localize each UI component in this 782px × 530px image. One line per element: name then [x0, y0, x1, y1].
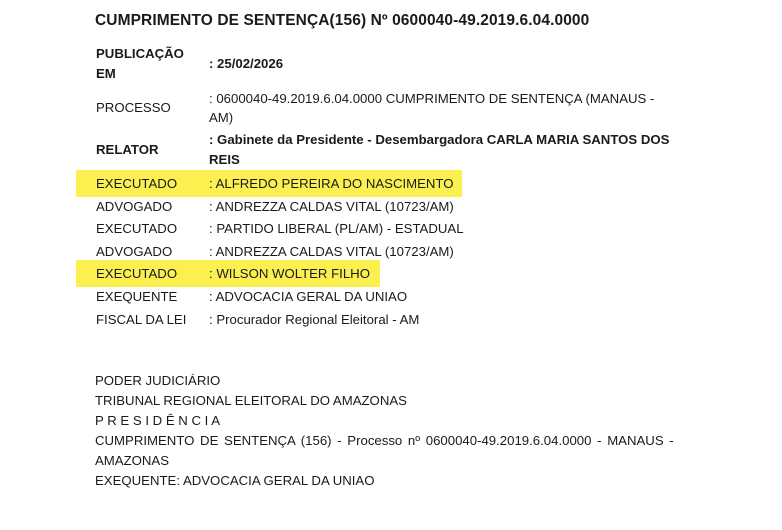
field-label: EM — [96, 66, 116, 81]
field-label: ADVOGADO — [96, 199, 173, 214]
field-value: : Gabinete da Presidente - Desembargadora CARLA MARIA SANTOS DOS — [209, 132, 670, 147]
field-value: : ADVOCACIA GERAL DA UNIAO — [209, 289, 408, 304]
body-line-exequente: EXEQUENTE: ADVOCACIA GERAL DA UNIAO — [95, 473, 375, 488]
body-line-presidencia: P R E S I D Ê N C I A — [95, 413, 221, 428]
field-label: EXECUTADO — [96, 176, 178, 191]
field-value: : ALFREDO PEREIRA DO NASCIMENTO — [209, 176, 454, 191]
field-value: : ANDREZZA CALDAS VITAL (10723/AM) — [209, 199, 454, 214]
field-label: FISCAL DA LEI — [96, 312, 187, 327]
field-label: PROCESSO — [96, 100, 171, 115]
body-line-tribunal: TRIBUNAL REGIONAL ELEITORAL DO AMAZONAS — [95, 393, 407, 408]
document-title: CUMPRIMENTO DE SENTENÇA(156) Nº 0600040-49.2019.6.04.0000 — [95, 12, 590, 29]
field-label: ADVOGADO — [96, 244, 173, 259]
field-label: RELATOR — [96, 142, 159, 157]
field-value: : 25/02/2026 — [209, 56, 284, 71]
field-value: : WILSON WOLTER FILHO — [209, 266, 370, 281]
field-value: : 0600040-49.2019.6.04.0000 CUMPRIMENTO DE SENTENÇA (MANAUS - — [209, 91, 655, 106]
field-value: : Procurador Regional Eleitoral - AM — [209, 312, 420, 327]
field-value: REIS — [209, 152, 240, 167]
body-line-amazonas: AMAZONAS — [95, 453, 170, 468]
field-value: AM) — [209, 110, 234, 125]
field-label: EXEQUENTE — [96, 289, 178, 304]
body-line-poder-judiciario: PODER JUDICIÁRIO — [95, 373, 221, 388]
field-value: : ANDREZZA CALDAS VITAL (10723/AM) — [209, 244, 454, 259]
field-label: EXECUTADO — [96, 266, 178, 281]
field-label: EXECUTADO — [96, 221, 178, 236]
field-label: PUBLICAÇÃO — [96, 46, 184, 61]
body-line-cumprimento: CUMPRIMENTO DE SENTENÇA (156) - Processo nº 0600040-49.2019.6.04.0000 - MANAUS - — [95, 433, 674, 448]
field-value: : PARTIDO LIBERAL (PL/AM) - ESTADUAL — [209, 221, 464, 236]
